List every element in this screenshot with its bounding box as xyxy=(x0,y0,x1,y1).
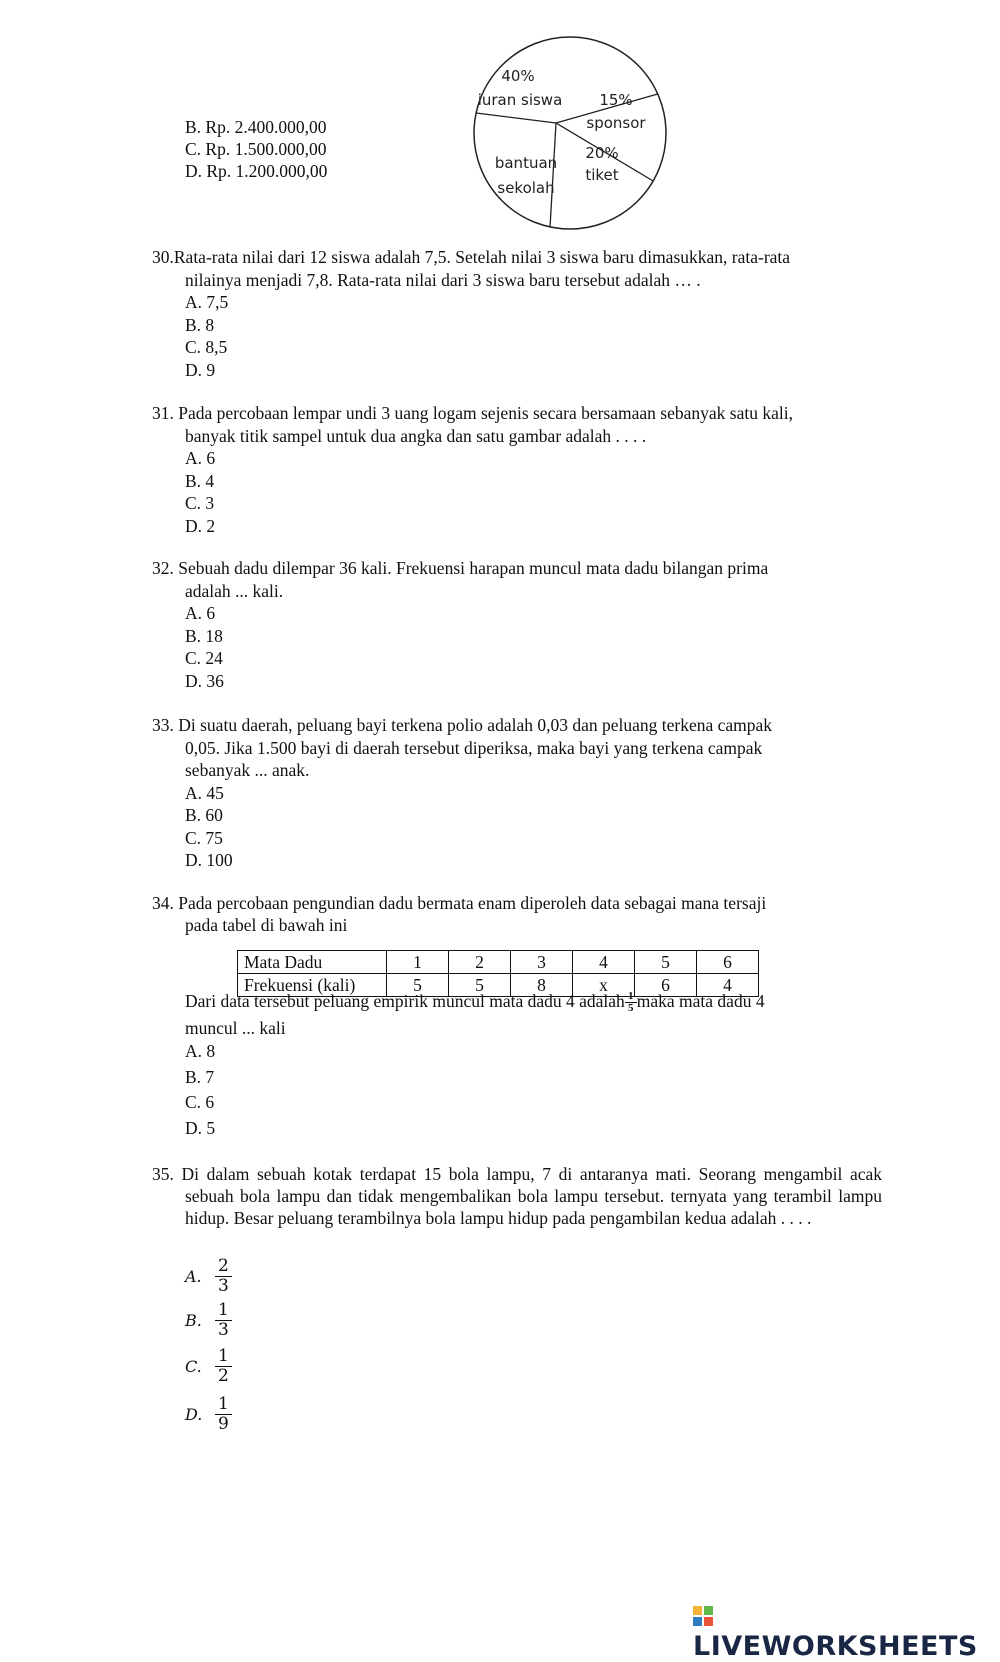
table-cell: 6 xyxy=(635,974,697,997)
question-31-option-c[interactable]: C. 3 xyxy=(185,493,215,513)
pie-chart xyxy=(460,28,680,238)
question-33-line2: 0,05. Jika 1.500 bayi di daerah tersebut diperiksa, maka bayi yang terkena campak xyxy=(185,737,763,758)
table-cell: 2 xyxy=(449,951,511,974)
logo-text: LIVEWORKSHEETS xyxy=(693,1631,978,1662)
question-34-option-d[interactable]: D. 5 xyxy=(185,1117,216,1138)
question-34-options xyxy=(185,1039,215,1141)
question-35-body: 35. Di dalam sebuah kotak terdapat 15 bola lampu, 7 di antaranya mati. Seorang mengambil acak sebuah bola lampu dan tidak mengembalikan bola lampu tersebut. ternyata yang terambil lampu hidup. Besar peluang terambilnya bola lampu hidup pada pengambilan kedua adalah . . . . xyxy=(152,1164,882,1228)
logo-grid-icon xyxy=(693,1606,713,1626)
fraction-numerator: 1 xyxy=(215,1301,232,1321)
table-cell: 8 xyxy=(511,974,573,997)
question-30-line2: nilainya menjadi 7,8. Rata-rata nilai dari 3 siswa baru tersebut adalah … . xyxy=(185,269,701,290)
question-34-line1: 34. Pada percobaan pengundian dadu bermata enam diperoleh data sebagai mana tersaji xyxy=(152,893,767,913)
option-letter: A. xyxy=(185,1266,202,1286)
table-row xyxy=(238,951,759,974)
question-34-option-b[interactable]: B. 7 xyxy=(185,1066,215,1087)
option-c-prev: C. Rp. 1.500.000,00 xyxy=(185,139,327,159)
question-30 xyxy=(152,246,882,381)
option-d-prev: D. Rp. 1.200.000,00 xyxy=(185,161,328,181)
question-34-option-c[interactable]: C. 6 xyxy=(185,1092,215,1112)
question-34-statement xyxy=(185,990,765,1014)
question-34-statement-c: muncul ... kali xyxy=(185,1018,286,1038)
question-31-option-b[interactable]: B. 4 xyxy=(185,470,215,491)
table-cell: 1 xyxy=(387,951,449,974)
question-32-line2: adalah ... kali. xyxy=(185,580,284,601)
pie-slice-label: 15% xyxy=(599,91,633,109)
question-33-option-a[interactable]: A. 45 xyxy=(185,782,224,803)
question-32-line1: 32. Sebuah dadu dilempar 36 kali. Frekuensi harapan muncul mata dadu bilangan prima xyxy=(152,558,769,578)
fraction-numerator: 1 xyxy=(215,1347,232,1367)
pie-slice-label: sekolah xyxy=(497,179,555,197)
question-32 xyxy=(152,557,882,692)
table-cell: 6 xyxy=(697,951,759,974)
question-32-option-a[interactable]: A. 6 xyxy=(185,603,216,623)
question-32-option-b[interactable]: B. 18 xyxy=(185,625,223,646)
question-30-option-b[interactable]: B. 8 xyxy=(185,314,215,335)
question-31-option-a[interactable]: A. 6 xyxy=(185,448,216,468)
question-35-options xyxy=(185,1254,232,1438)
question-30-line1: 30.Rata-rata nilai dari 12 siswa adalah 7,5. Setelah nilai 3 siswa baru dimasukkan, rata-rata xyxy=(152,247,791,267)
pie-slice-label: bantuan xyxy=(494,154,558,172)
question-33 xyxy=(152,714,882,872)
question-35-option-d[interactable] xyxy=(185,1390,232,1438)
pie-slice-label: iuran siswa xyxy=(477,91,563,109)
option-letter: C. xyxy=(185,1356,202,1376)
table-cell: 5 xyxy=(635,951,697,974)
fraction-numerator: 1 xyxy=(215,1395,232,1415)
question-35-text xyxy=(152,1163,882,1229)
question-33-line1: 33. Di suatu daerah, peluang bayi terkena polio adalah 0,03 dan peluang terkena campak xyxy=(152,715,773,735)
question-33-option-d[interactable]: D. 100 xyxy=(185,850,233,870)
question-31 xyxy=(152,402,882,537)
fraction-denominator: 3 xyxy=(218,1275,229,1296)
table-cell: x xyxy=(573,974,635,997)
table-cell: Mata Dadu xyxy=(238,951,387,974)
question-35-option-b[interactable] xyxy=(185,1298,232,1342)
fraction-numerator: 2 xyxy=(215,1257,232,1277)
fraction-one-fifth xyxy=(625,991,637,1014)
pie-slice-label: 40% xyxy=(501,67,535,85)
table-cell: Frekuensi (kali) xyxy=(238,974,387,997)
fraction-denominator: 2 xyxy=(218,1365,229,1386)
option-b-prev: B. Rp. 2.400.000,00 xyxy=(185,117,327,137)
fraction xyxy=(215,1301,232,1340)
table-cell: 5 xyxy=(449,974,511,997)
fraction-denominator: 5 xyxy=(628,1002,634,1015)
fraction xyxy=(215,1347,232,1386)
question-34-statement-a: Dari data tersebut peluang empirik muncul mata dadu 4 adalah xyxy=(185,991,625,1011)
fraction xyxy=(215,1395,232,1434)
question-35-option-c[interactable] xyxy=(185,1342,232,1390)
question-32-option-d[interactable]: D. 36 xyxy=(185,670,224,691)
pie-outline xyxy=(474,37,666,229)
question-34-statement-b: maka mata dadu 4 xyxy=(636,991,765,1011)
fraction-numerator: 1 xyxy=(625,991,637,1003)
question-30-option-a[interactable]: A. 7,5 xyxy=(185,292,229,312)
liveworksheets-logo xyxy=(693,1600,1000,1662)
question-30-option-c[interactable]: C. 8,5 xyxy=(185,337,228,357)
table-cell: 4 xyxy=(697,974,759,997)
pie-slice-label: 20% xyxy=(585,144,619,162)
question-34-line2: pada tabel di bawah ini xyxy=(185,915,348,935)
question-31-line2: banyak titik sampel untuk dua angka dan satu gambar adalah . . . . xyxy=(185,425,647,446)
fraction xyxy=(215,1257,232,1296)
table-cell: 5 xyxy=(387,974,449,997)
fraction-denominator: 9 xyxy=(218,1413,229,1434)
question-35-option-a[interactable] xyxy=(185,1254,232,1298)
question-31-line1: 31. Pada percobaan lempar undi 3 uang logam sejenis secara bersamaan sebanyak satu kali, xyxy=(152,403,793,423)
question-33-line3: sebanyak ... anak. xyxy=(185,760,310,780)
option-letter: B. xyxy=(185,1310,202,1330)
question-34-option-a[interactable]: A. 8 xyxy=(185,1041,216,1061)
question-30-option-d[interactable]: D. 9 xyxy=(185,359,216,380)
table-cell: 4 xyxy=(573,951,635,974)
question-33-option-c[interactable]: C. 75 xyxy=(185,827,223,848)
question-33-option-b[interactable]: B. 60 xyxy=(185,805,223,825)
pie-slice-label: tiket xyxy=(585,166,619,184)
question-32-option-c[interactable]: C. 24 xyxy=(185,648,223,668)
pie-slice-label: sponsor xyxy=(586,114,646,132)
question-31-option-d[interactable]: D. 2 xyxy=(185,515,216,536)
fraction-denominator: 3 xyxy=(218,1319,229,1340)
option-letter: D. xyxy=(185,1404,203,1424)
table-cell: 3 xyxy=(511,951,573,974)
